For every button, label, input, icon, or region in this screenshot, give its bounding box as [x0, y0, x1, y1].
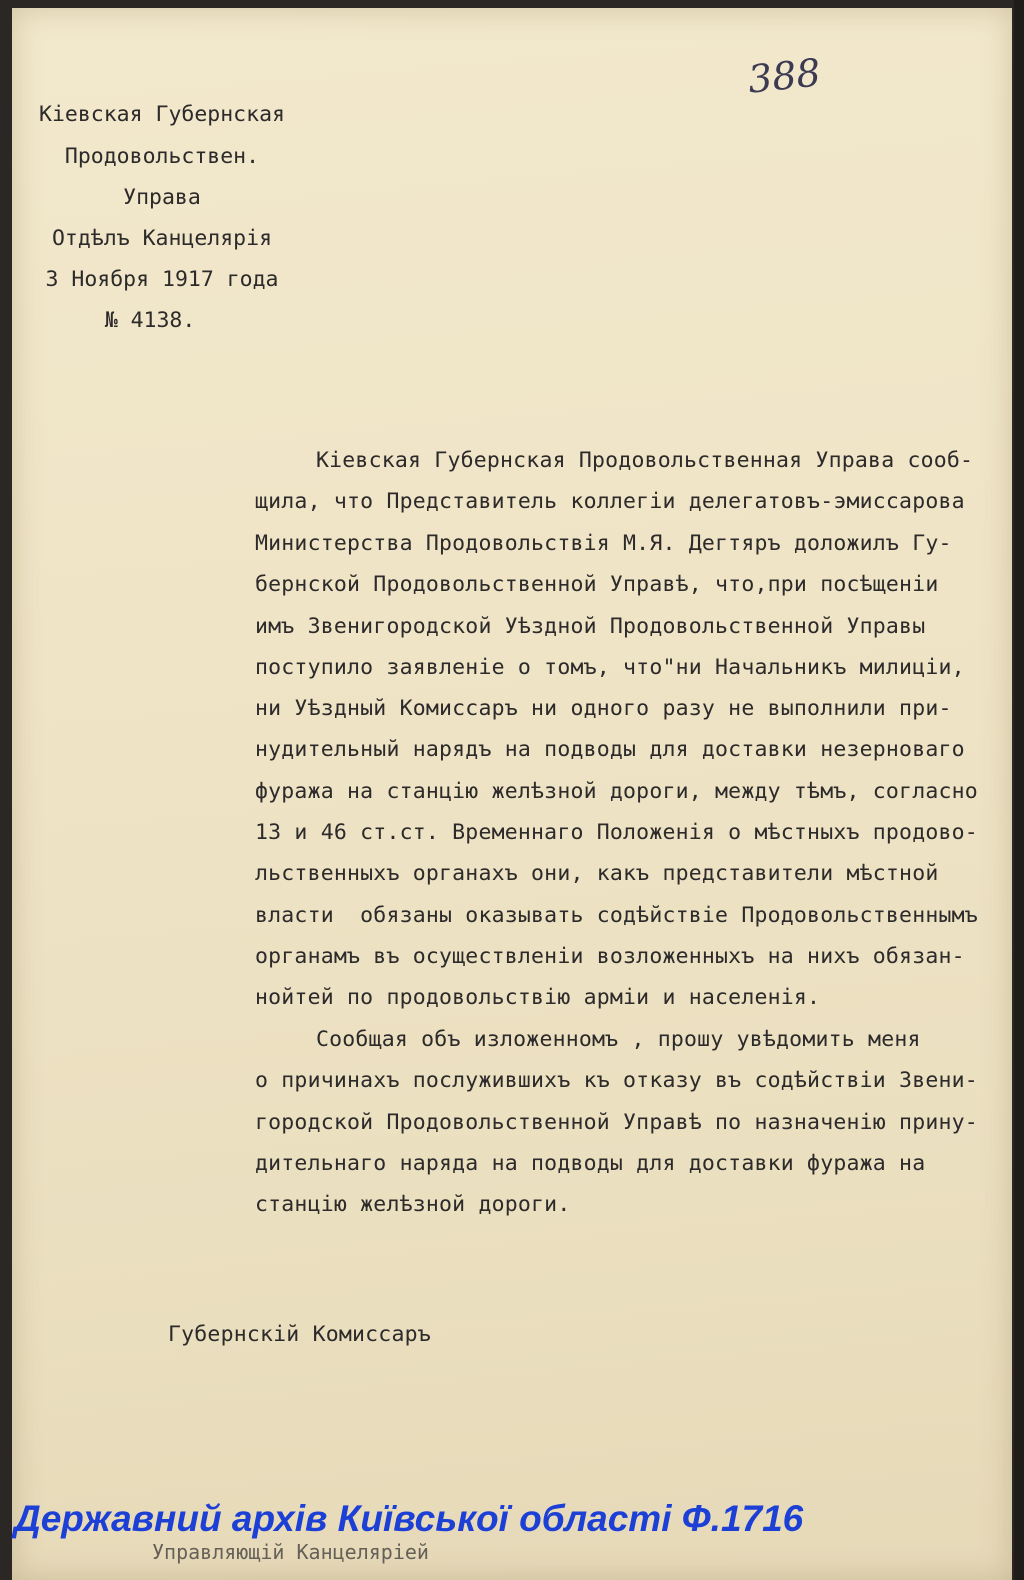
header-department: Отдѣлъ Канцелярія	[51, 226, 273, 251]
body-line: фуража на станцію желѣзной дороги, между тѣмъ, согласно	[255, 779, 978, 804]
body-line: дительнаго наряда на подводы для доставки фуража на	[255, 1151, 926, 1176]
body-line: городской Продовольственной Управѣ по назначенію прину-	[255, 1110, 978, 1135]
body-line: поступило заявленіе о томъ, что"ни Начальникъ милиціи,	[255, 655, 965, 680]
body-line: о причинахъ послужившихъ къ отказу въ содѣйствіи Звени-	[255, 1068, 978, 1093]
signature-title: Губернскій Комиссаръ	[168, 1322, 431, 1347]
archive-page-number: 388	[745, 50, 823, 102]
header-org-line2: Продовольствен.	[64, 144, 260, 169]
body-line: бернской Продовольственной Управѣ, что,при посѣщеніи	[255, 572, 939, 597]
body-line: Кіевская Губернская Продовольственная Управа сооб-	[316, 448, 974, 473]
body-line: Сообщая объ изложенномъ , прошу увѣдомить меня	[316, 1027, 921, 1052]
body-line: Министерства Продовольствія М.Я. Дегтяръ доложилъ Гу-	[255, 531, 952, 556]
body-line: нудительный нарядъ на подводы для доставки незерноваго	[255, 737, 965, 762]
body-line: органамъ въ осуществленіи возложенныхъ на нихъ обязан-	[255, 944, 965, 969]
bottom-partial-line: Управляющій Канцеляріей	[152, 1540, 429, 1564]
body-line: власти обязаны оказывать содѣйствіе Продовольственнымъ	[255, 903, 978, 928]
body-line: щила, что Представитель коллегіи делегатовъ-эмиссарова	[255, 489, 965, 514]
body-line: станцію желѣзной дороги.	[255, 1192, 571, 1217]
paper-sheet	[12, 8, 1012, 1580]
body-line: нойтей по продовольствію арміи и населенія.	[255, 985, 821, 1010]
header-org-line3: Управа	[123, 185, 201, 210]
header-number: № 4138.	[104, 308, 196, 333]
body-line: льственныхъ органахъ они, какъ представители мѣстной	[255, 861, 939, 886]
body-line: 13 и 46 ст.ст. Временнаго Положенія о мѣстныхъ продово-	[255, 820, 978, 845]
header-date: 3 Ноября 1917 года	[45, 267, 279, 292]
header-org-line1: Кіевская Губернская	[39, 102, 285, 127]
body-line: ни Уѣздный Комиссаръ ни одного разу не выполнили при-	[255, 696, 952, 721]
scan-edge	[1014, 0, 1024, 1580]
body-line: имъ Звенигородской Уѣздной Продовольственной Управы	[255, 614, 926, 639]
archive-watermark: Державний архів Київської області Ф.1716	[14, 1498, 804, 1539]
